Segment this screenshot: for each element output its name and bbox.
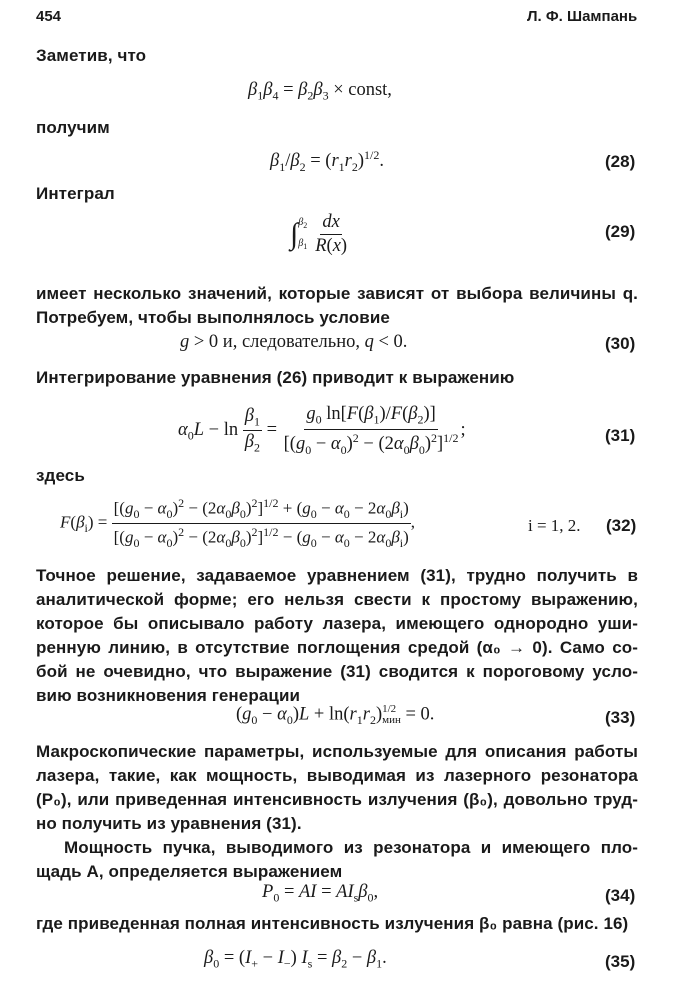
equation-number-35: (35) [605, 952, 636, 971]
paragraph-line: вию возникновения генерации [36, 686, 301, 705]
text-zdes: здесь [36, 466, 85, 485]
paragraph-line: но получить из уравнения (31). [36, 814, 302, 833]
paragraph-line: Точное решение, задаваемое уравнением (31), трудно получить в [36, 566, 638, 585]
equation-34: $P_0$ = AI = $AI_s\beta_0$, [262, 882, 379, 905]
paragraph-line: Мощность пучка, выводимого из резонатора и имеющего пло- [64, 838, 638, 857]
equation-number-29: (29) [605, 222, 636, 241]
paragraph-4 [36, 740, 638, 836]
equation-number-32: (32) [606, 516, 637, 535]
equation-number-30: (30) [605, 334, 636, 353]
equation-number-34: (34) [605, 886, 636, 905]
text-integral-label: Интеграл [36, 184, 115, 203]
paragraph-1 [36, 282, 638, 330]
equation-const: $\beta_1\beta_4 = \beta_2\beta_3$ × const, [248, 80, 392, 103]
paragraph-line: ренную линию, в отсутствие поглощения средой (α₀ → 0). Само со- [36, 638, 638, 657]
equation-number-28: (28) [605, 152, 636, 171]
equation-30: g > 0 и, следовательно, q < 0. [180, 332, 408, 352]
equation-28: $\beta_1/\beta_2 = (r_1r_2)^{1/2}$. [270, 148, 384, 174]
paragraph-line: Потребуем, чтобы выполнялось условие [36, 308, 390, 327]
paragraph-line: имеет несколько значений, которые зависят от выбора величины q. [36, 284, 638, 303]
paragraph-line: аналитической форме; его нельзя свести к простому выражению, [36, 590, 638, 609]
paragraph-line: (P₀), или приведенная интенсивность излучения (β₀), довольно труд- [36, 790, 638, 809]
paragraph-5 [36, 836, 638, 884]
paragraph-line: щадь A, определяется выражением [36, 862, 343, 881]
equation-32: $F(\beta_i)$ = $\frac{[(g_0 - \alpha_0)^2 - (2\alpha_0\beta_0)^2]^{1/2} + (g_0 - \alpha_0 - 2\alpha_0\beta_i)}{[(g_0 - \alpha_0)^2 - (2\alpha_0\beta_0)^2]^{1/2} - (g_0 - \alpha_0 - 2\alpha_0\beta_i)}$ , [60, 496, 416, 551]
equation-29: ∫ $\beta_2$ $\beta_1$ $\frac{dx}{R(x)}$ [290, 212, 348, 256]
paragraph-3 [36, 564, 638, 708]
running-title: Л. Ф. Шампань [527, 8, 638, 25]
paragraph-6: где приведенная полная интенсивность излучения β₀ равна (рис. 16) [36, 914, 629, 933]
equation-35: $\beta_0 = (I_+ - I_-) I_s = \beta_2 - \beta_1$. [204, 948, 387, 971]
equation-number-33: (33) [605, 708, 636, 727]
equation-32-condition: i = 1, 2. [528, 516, 581, 535]
text-intro: Заметив, что [36, 46, 147, 65]
equation-33: $(g_0 - \alpha_0)L + \ln(r_1r_2)$ 1/2 мин = 0. [236, 703, 435, 727]
paragraph-line: бой не очевидно, что выражение (31) сводится к пороговому усло- [36, 662, 638, 681]
paragraph-line: лазера, такие, как мощность, выводимая из лазерного резонатора [36, 766, 638, 785]
paragraph-line: которое бы описывало работу лазера, имеющего однородно уши- [36, 614, 638, 633]
equation-31: $\alpha_0L - \ln$ $\frac{\beta_1}{\beta_2}$ = $\frac{g_0 \ln[F(\beta_1)/F(\beta_2)]}{[(g_0 - \alpha_0)^2 - (2\alpha_0\beta_0)^2]^{1/2}}$ ; [178, 404, 466, 457]
paragraph-line: Макроскопические параметры, используемые для описания работы [36, 742, 638, 761]
text-after-intro: получим [36, 118, 110, 137]
page-number: 454 [36, 8, 62, 25]
equation-number-31: (31) [605, 426, 636, 445]
paragraph-2: Интегрирование уравнения (26) приводит к выражению [36, 368, 515, 387]
